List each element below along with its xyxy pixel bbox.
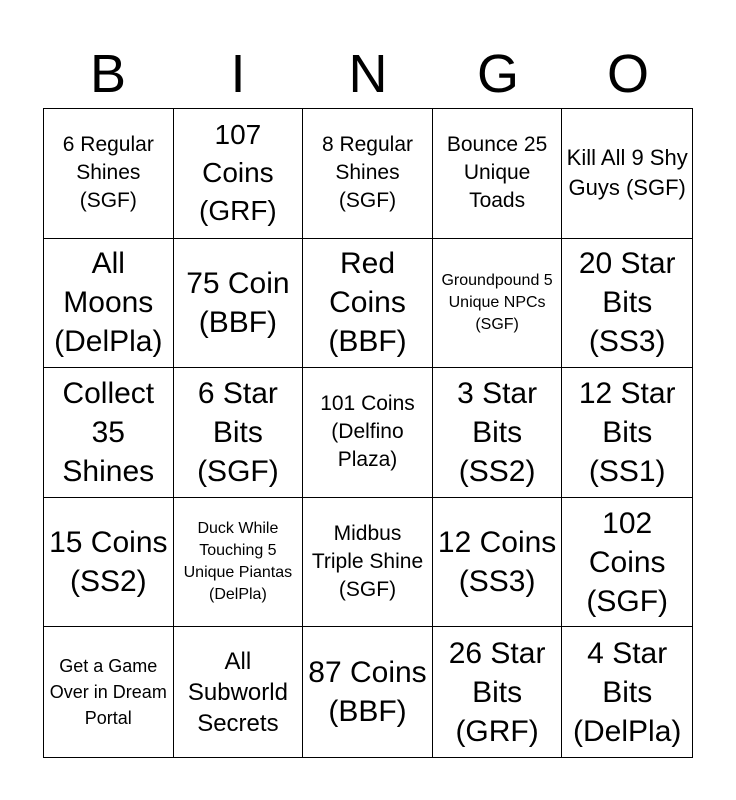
bingo-cell-text: Duck While Touching 5 Unique Piantas (DelPla) bbox=[183, 520, 293, 604]
bingo-cell[interactable] bbox=[44, 368, 174, 498]
bingo-cell-text: 101 Coins (Delfino Plaza) bbox=[320, 392, 415, 472]
bingo-cell-text: Kill All 9 Shy Guys (SGF) bbox=[566, 145, 688, 201]
header-letter-o: O bbox=[606, 44, 649, 104]
bingo-cell[interactable] bbox=[562, 239, 692, 369]
bingo-cell[interactable] bbox=[303, 239, 433, 369]
bingo-cell-text: Get a Game Over in Dream Portal bbox=[49, 656, 167, 729]
bingo-cell[interactable] bbox=[562, 368, 692, 498]
bingo-cell-text: 15 Coins (SS2) bbox=[49, 526, 168, 599]
bingo-cell-text: All Moons (DelPla) bbox=[54, 247, 163, 359]
bingo-cell-text: 107 Coins (GRF) bbox=[199, 119, 277, 227]
bingo-cell[interactable] bbox=[303, 627, 433, 757]
bingo-cell-text: 4 Star Bits (DelPla) bbox=[573, 636, 682, 748]
header-letter-b: B bbox=[89, 44, 127, 104]
bingo-cell-text: Groundpound 5 Unique NPCs (SGF) bbox=[441, 271, 553, 333]
bingo-board bbox=[43, 108, 693, 758]
header-letter-n: N bbox=[348, 44, 388, 104]
bingo-cell-text: 102 Coins (SGF) bbox=[586, 506, 669, 618]
bingo-cell-text: Red Coins (BBF) bbox=[328, 247, 407, 359]
bingo-cell[interactable] bbox=[303, 109, 433, 239]
bingo-cell[interactable] bbox=[44, 627, 174, 757]
bingo-cell[interactable] bbox=[174, 239, 304, 369]
bingo-cell[interactable] bbox=[433, 109, 563, 239]
header-letter-i: I bbox=[230, 44, 246, 104]
header-letter-g: G bbox=[476, 44, 519, 104]
bingo-cell[interactable] bbox=[174, 109, 304, 239]
bingo-cell[interactable] bbox=[433, 368, 563, 498]
bingo-cell-text: 12 Coins (SS3) bbox=[437, 526, 557, 599]
bingo-cell[interactable] bbox=[433, 498, 563, 628]
bingo-cell[interactable] bbox=[433, 627, 563, 757]
bingo-cell-text: 12 Star Bits (SS1) bbox=[578, 376, 676, 488]
bingo-cell[interactable] bbox=[44, 109, 174, 239]
bingo-cell[interactable] bbox=[562, 627, 692, 757]
bingo-cell-text: 6 Regular Shines (SGF) bbox=[62, 133, 154, 213]
bingo-cell-text: Bounce 25 Unique Toads bbox=[446, 133, 548, 213]
bingo-cell[interactable] bbox=[562, 109, 692, 239]
bingo-cell[interactable] bbox=[174, 627, 304, 757]
bingo-cell-text: 20 Star Bits (SS3) bbox=[578, 247, 676, 359]
bingo-cell[interactable] bbox=[562, 498, 692, 628]
bingo-cell[interactable] bbox=[44, 239, 174, 369]
bingo-cell-text: All Subworld Secrets bbox=[187, 647, 288, 737]
bingo-cell-text: 75 Coin (BBF) bbox=[186, 266, 290, 339]
bingo-cell-text: 6 Star Bits (SGF) bbox=[197, 376, 279, 488]
bingo-cell-text: 87 Coins (BBF) bbox=[308, 656, 427, 729]
bingo-cell[interactable] bbox=[433, 239, 563, 369]
bingo-cell-text: 26 Star Bits (GRF) bbox=[448, 636, 546, 748]
bingo-cell[interactable] bbox=[303, 368, 433, 498]
bingo-cell[interactable] bbox=[174, 368, 304, 498]
bingo-cell-text: 8 Regular Shines (SGF) bbox=[321, 133, 414, 213]
bingo-cell-text: 3 Star Bits (SS2) bbox=[457, 376, 538, 488]
bingo-header bbox=[43, 40, 693, 108]
bingo-cell-text: Midbus Triple Shine (SGF) bbox=[311, 522, 424, 602]
bingo-cell-text: Collect 35 Shines bbox=[62, 376, 155, 488]
bingo-cell[interactable] bbox=[174, 498, 304, 628]
bingo-cell[interactable] bbox=[44, 498, 174, 628]
bingo-cell[interactable] bbox=[303, 498, 433, 628]
